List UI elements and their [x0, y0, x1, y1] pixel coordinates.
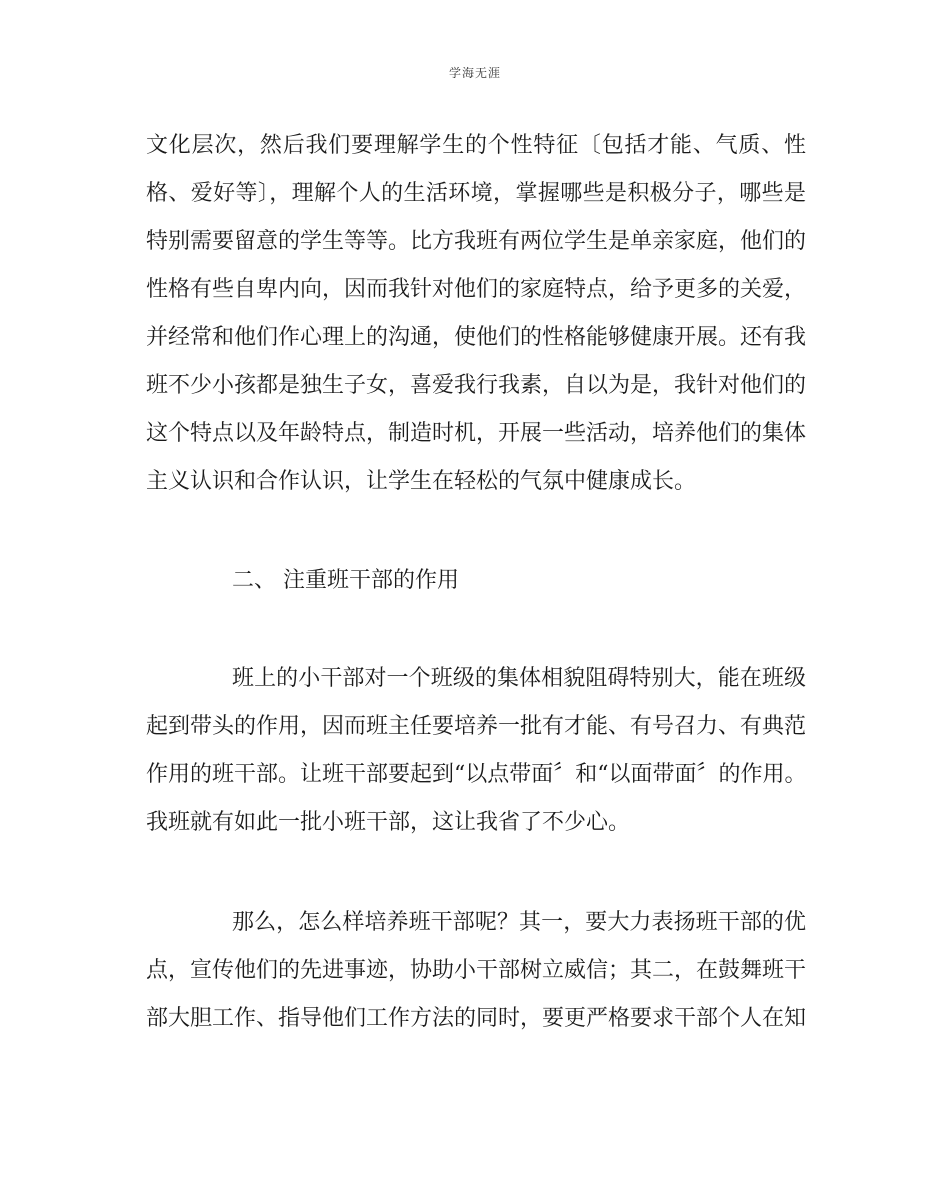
- paragraph-line: 特别需要留意的学生等等。比方我班有两位学生是单亲家庭，他们的: [146, 229, 807, 254]
- paragraph-line: 班不少小孩都是独生子女，喜爱我行我素，自以为是，我针对他们的: [146, 373, 807, 398]
- paragraph-line: 部大胆工作、指导他们工作方法的同时，要更严格要求干部个人在知: [146, 1006, 807, 1031]
- paragraph-line: 主义认识和合作认识，让学生在轻松的气氛中健康成长。: [146, 469, 697, 494]
- page-header: 学海无涯: [448, 66, 501, 80]
- paragraph-line: 并经常和他们作心理上的沟通，使他们的性格能够健康开展。还有我: [146, 325, 807, 350]
- paragraph-line: 格、爱好等〕，理解个人的生活环境，掌握哪些是积极分子，哪些是: [146, 181, 806, 206]
- paragraph-line: 点，宣传他们的先进事迹，协助小干部树立威信；其二，在鼓舞班干: [146, 958, 807, 983]
- paragraph-line: 起到带头的作用，因而班主任要培养一批有才能、有号召力、有典范: [146, 714, 807, 739]
- paragraph-line: 作用的班干部。让班干部要起到“以点带面〞和“以面带面〞的作用。: [146, 762, 807, 787]
- section-heading: 二、 注重班干部的作用: [232, 568, 459, 593]
- paragraph-line: 班上的小干部对一个班级的集体相貌阻碍特别大，能在班级: [232, 666, 806, 691]
- paragraph-line: 性格有些自卑内向，因而我针对他们的家庭特点，给予更多的关爱，: [146, 277, 807, 302]
- paragraph-line: 那么，怎么样培养班干部呢？其一，要大力表扬班干部的优: [232, 910, 806, 935]
- paragraph-line: 这个特点以及年龄特点，制造时机，开展一些活动，培养他们的集体: [146, 421, 807, 446]
- paragraph-line: 我班就有如此一批小班干部，这让我省了不少心。: [146, 810, 631, 835]
- paragraph-line: 文化层次，然后我们要理解学生的个性特征〔包括才能、气质、性: [146, 133, 806, 158]
